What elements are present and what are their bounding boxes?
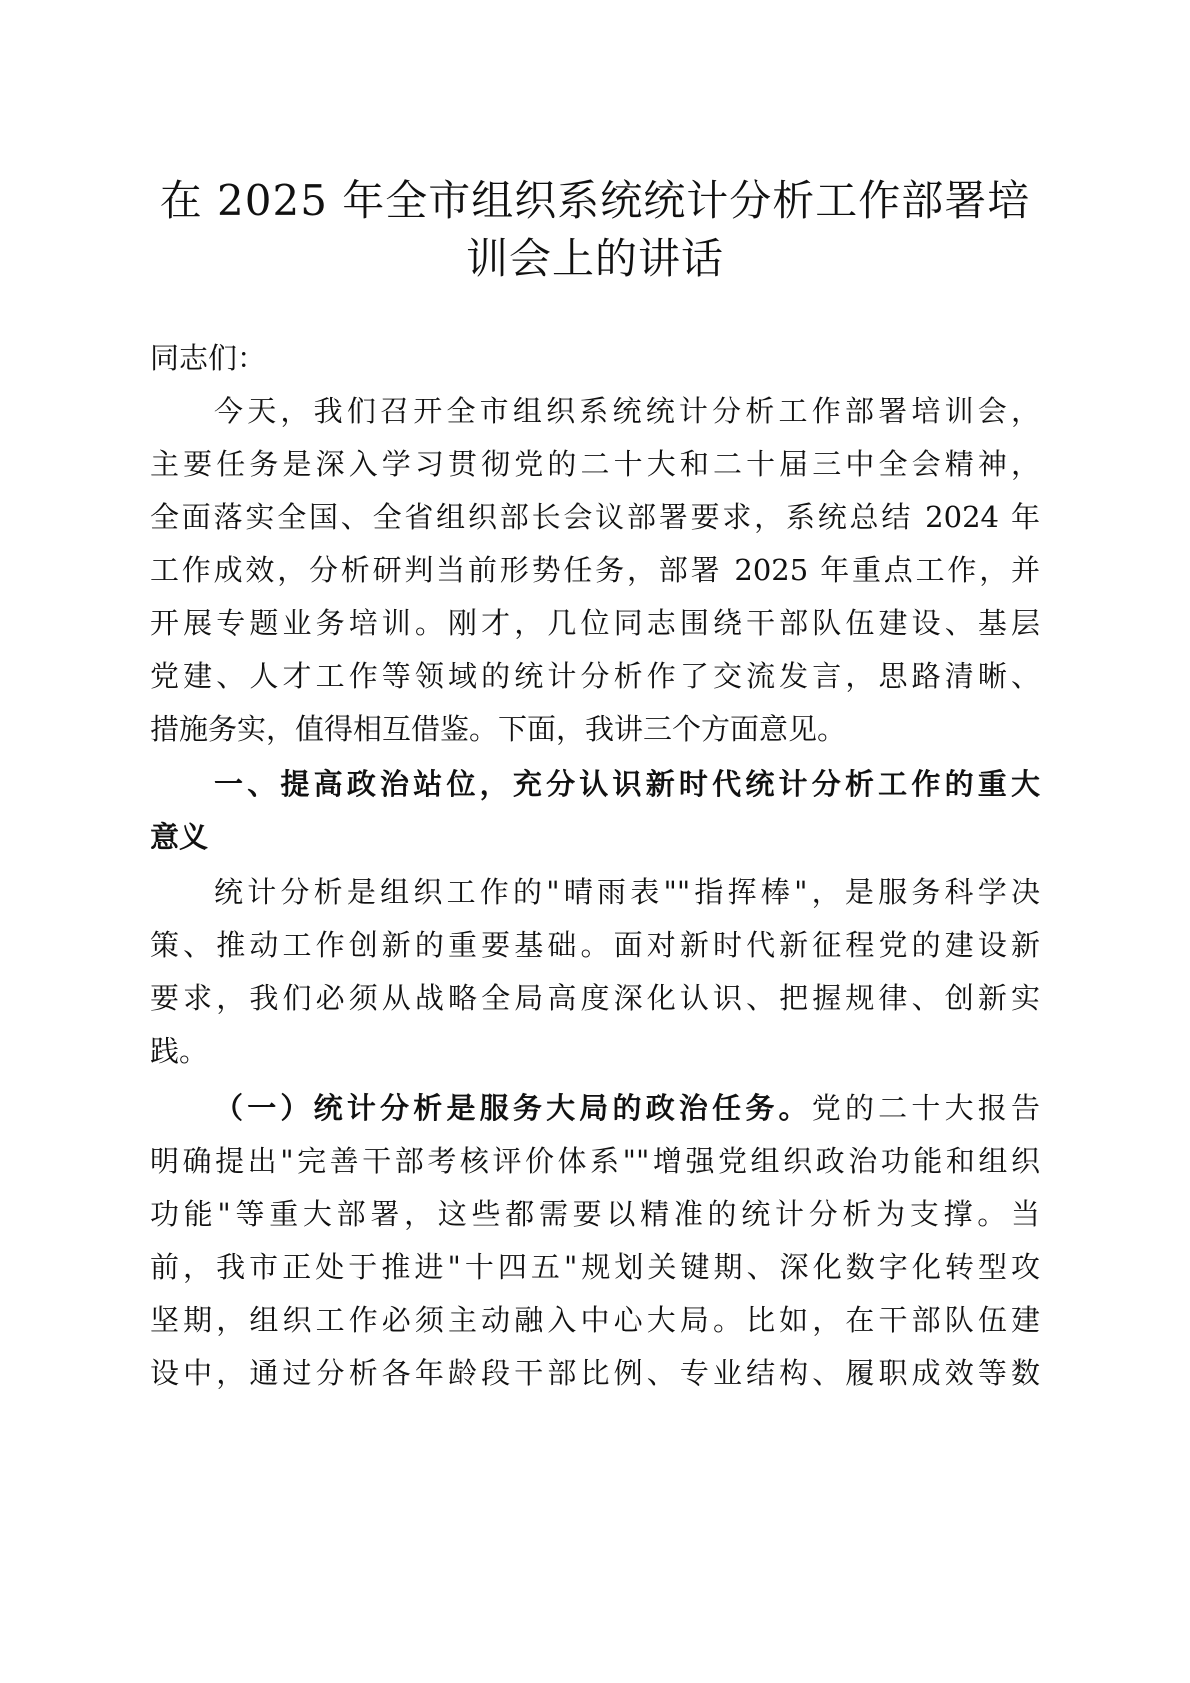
intro-line-6: 党建、人才工作等领域的统计分析作了交流发言，思路清晰、	[150, 659, 1040, 693]
subsection1-lead: （一）统计分析是服务大局的政治任务。	[214, 1091, 812, 1125]
subsection1-line-3: 功能"等重大部署，这些都需要以精准的统计分析为支撑。当	[150, 1197, 1040, 1231]
section1-intro-line-3: 要求，我们必须从战略全局高度深化认识、把握规律、创新实	[150, 981, 1040, 1015]
intro-line-3: 全面落实全国、全省组织部长会议部署要求，系统总结 2024 年	[150, 500, 1040, 534]
intro-line-4: 工作成效，分析研判当前形势任务，部署 2025 年重点工作，并	[150, 553, 1040, 587]
subsection1-line-5: 坚期，组织工作必须主动融入中心大局。比如，在干部队伍建	[150, 1303, 1040, 1337]
title-line-1: 在 2025 年全市组织系统统计分析工作部署培	[159, 176, 1031, 225]
subsection1-line-2: 明确提出"完善干部考核评价体系""增强党组织政治功能和组织	[150, 1144, 1040, 1178]
section1-intro-line-1: 统计分析是组织工作的"晴雨表""指挥棒"，是服务科学决	[214, 875, 1040, 909]
section1-heading-line-1: 一、提高政治站位，充分认识新时代统计分析工作的重大	[214, 767, 1040, 801]
subsection1-line-6: 设中，通过分析各年龄段干部比例、专业结构、履职成效等数	[150, 1356, 1040, 1390]
subsection1-line-4: 前，我市正处于推进"十四五"规划关键期、深化数字化转型攻	[150, 1250, 1040, 1284]
intro-line-5: 开展专题业务培训。刚才，几位同志围绕干部队伍建设、基层	[150, 606, 1040, 640]
subsection1-line-1-text: 党的二十大报告	[811, 1091, 1040, 1125]
salutation: 同志们：	[150, 341, 267, 375]
title-line-2: 训会上的讲话	[465, 234, 724, 283]
subsection1-line-1	[214, 1088, 1040, 1128]
document-title	[150, 172, 1040, 288]
section1-intro-line-4: 践。	[150, 1034, 209, 1068]
section1-intro-line-2: 策、推动工作创新的重要基础。面对新时代新征程党的建设新	[150, 928, 1040, 962]
intro-line-1: 今天，我们召开全市组织系统统计分析工作部署培训会，	[214, 394, 1040, 428]
intro-line-7: 措施务实，值得相互借鉴。下面，我讲三个方面意见。	[150, 712, 847, 746]
intro-line-2: 主要任务是深入学习贯彻党的二十大和二十届三中全会精神，	[150, 447, 1040, 481]
section1-heading-line-2: 意义	[150, 820, 209, 854]
